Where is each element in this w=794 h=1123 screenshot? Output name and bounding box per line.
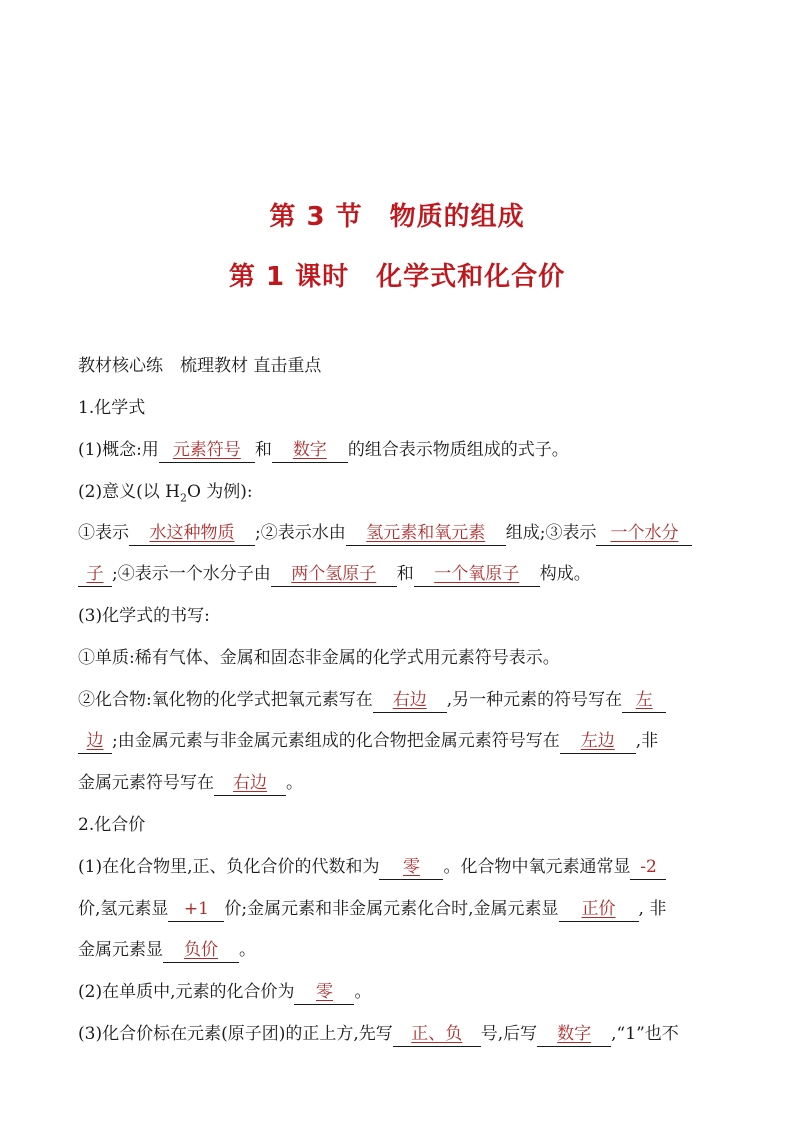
answer-blank: +1 [168,897,224,922]
s1-p5: (3)化学式的书写: [78,606,210,626]
answer-blank: 右边 [373,688,447,713]
answer-blank: 右边 [214,771,286,796]
s1-p6: ①单质:稀有气体、金属和固态非金属的化学式用元素符号表示。 [78,648,560,668]
s2-p3: 金属元素显 负价 。 [78,938,718,963]
answer-blank: 元素符号 [159,438,255,463]
answer-blank: 水这种物质 [129,521,255,546]
s1-p8: 边 ;由金属元素与非金属元素组成的化合物把金属元素符号写在 左边 ,非 [78,729,718,754]
answer-blank: 两个氢原子 [271,562,397,587]
section-title: 第 3 节 物质的组成 [269,202,525,232]
heading-valence: 2.化合价 [78,815,146,835]
answer-blank: 一个氧原子 [414,562,540,587]
s1-p9: 金属元素符号写在 右边 。 [78,771,718,796]
answer-blank: 边 [78,729,112,754]
s1-p1: (1)概念:用 元素符号 和 数字 的组合表示物质组成的式子。 [78,438,718,463]
s1-p2: (2)意义(以 $H_2O$ 为例): [78,482,253,505]
s1-p7: ②化合物:氧化物的化学式把氧元素写在 右边 ,另一种元素的符号写在 左 [78,688,718,713]
answer-blank: 氢元素和氧元素 [346,521,506,546]
answer-blank: 负价 [163,938,239,963]
intro-line: 教材核心练 梳理教材 直击重点 [78,356,322,376]
s1-p4: 子 ;④表示一个水分子由 两个氢原子 和 一个氧原子 构成。 [78,562,718,587]
s2-p4: (2)在单质中,元素的化合价为 零 。 [78,980,718,1005]
answer-blank: 左 [622,688,666,713]
answer-blank: 数字 [537,1022,611,1047]
answer-blank: 零 [379,855,443,880]
answer-blank: 零 [294,980,354,1005]
answer-blank: 一个水分 [596,521,692,546]
answer-blank: 正价 [559,897,639,922]
answer-blank: -2 [630,855,666,880]
s2-p2: 价,氢元素显 +1 价;金属元素和非金属元素化合时,金属元素显 正价 , 非 [78,897,718,922]
s2-p1: (1)在化合物里,正、负化合价的代数和为 零 。化合物中氧元素通常显 -2 [78,855,718,880]
answer-blank: 子 [78,562,112,587]
answer-blank: 数字 [272,438,348,463]
answer-blank: 正、负 [393,1022,481,1047]
lesson-title: 第 1 课时 化学式和化合价 [228,262,566,292]
s1-p3: ①表示 水这种物质 ;②表示水由 氢元素和氧元素 组成;③表示 一个水分 [78,521,718,546]
heading-chemical-formula: 1.化学式 [78,398,146,418]
answer-blank: 左边 [560,729,636,754]
s2-p5: (3)化合价标在元素(原子团)的正上方,先写 正、负 号,后写 数字 ,“1”也不 [78,1022,718,1047]
